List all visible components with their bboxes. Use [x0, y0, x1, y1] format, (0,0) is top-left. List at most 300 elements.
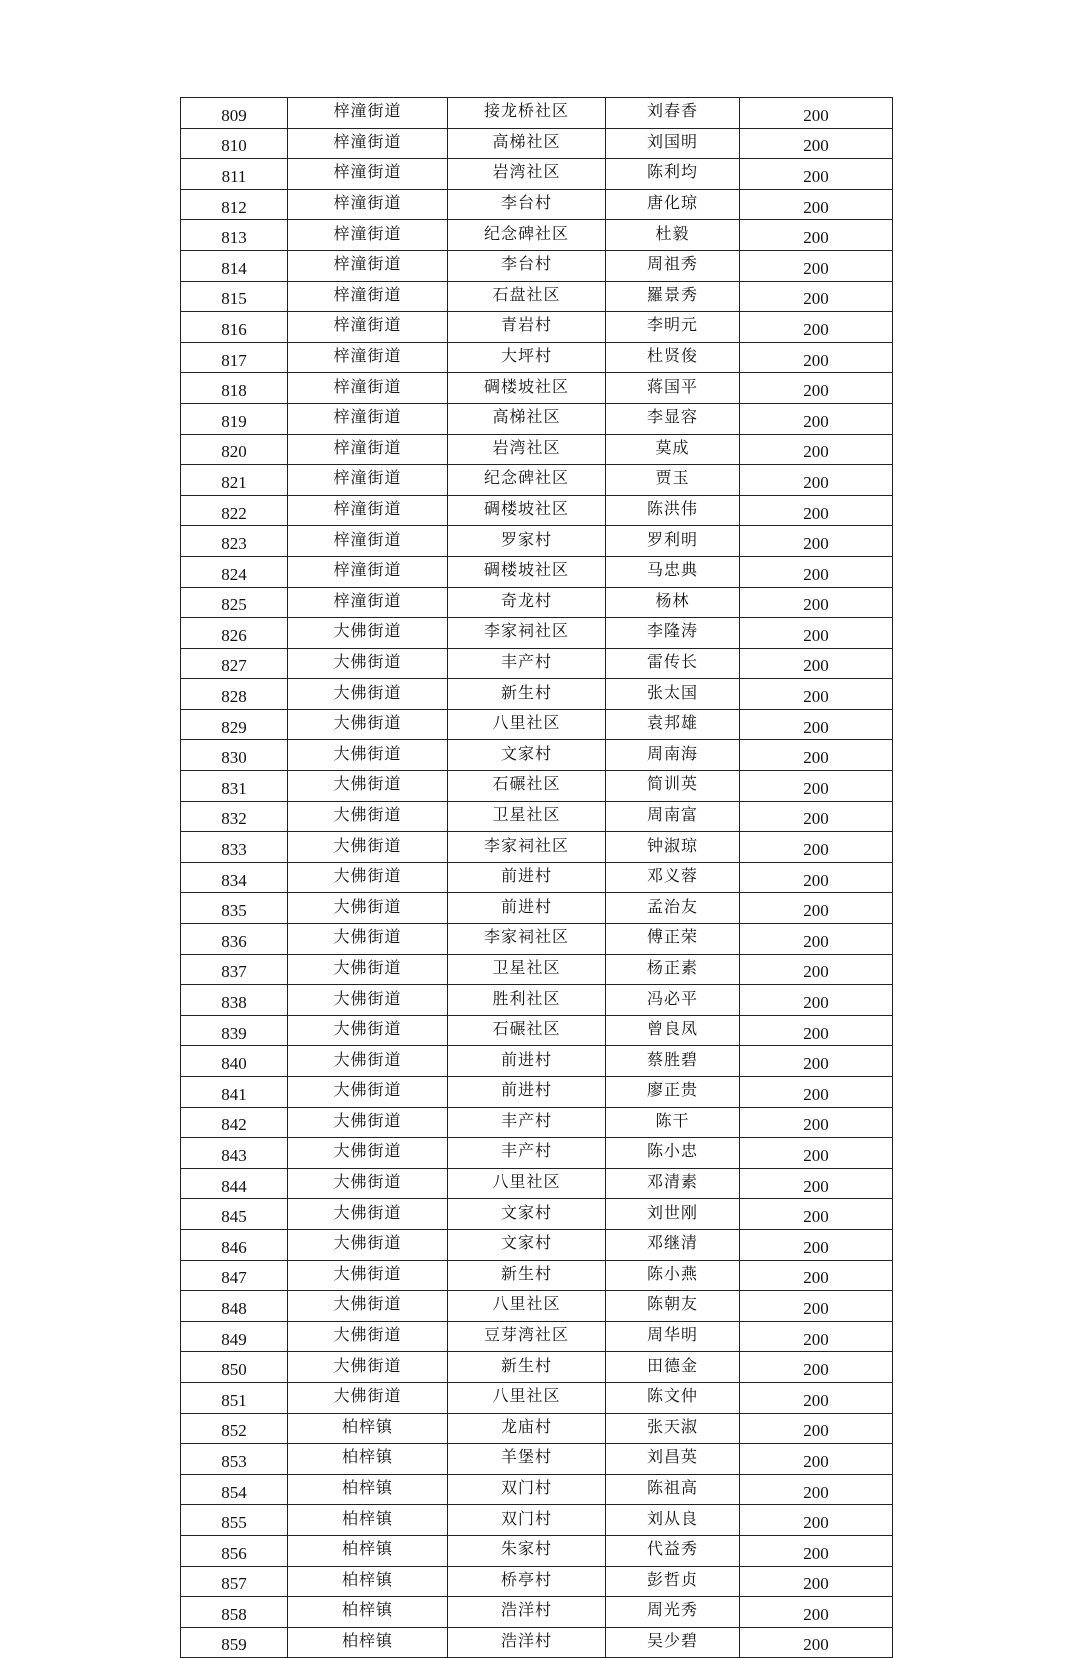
serial-number-cell: 855	[181, 1505, 288, 1536]
street-cell: 梓潼街道	[288, 403, 448, 434]
amount-cell: 200	[740, 1107, 893, 1138]
serial-number-cell: 811	[181, 159, 288, 190]
street-cell: 大佛街道	[288, 740, 448, 771]
street-cell: 梓潼街道	[288, 98, 448, 129]
street-cell: 大佛街道	[288, 1291, 448, 1322]
name-cell: 雷传长	[606, 648, 740, 679]
amount-cell: 200	[740, 1046, 893, 1077]
community-cell: 李家祠社区	[448, 618, 606, 649]
street-cell: 大佛街道	[288, 862, 448, 893]
name-cell: 代益秀	[606, 1535, 740, 1566]
community-cell: 岩湾社区	[448, 159, 606, 190]
serial-number-cell: 840	[181, 1046, 288, 1077]
table-row	[181, 587, 893, 618]
table-row	[181, 189, 893, 220]
name-cell: 陈洪伟	[606, 495, 740, 526]
community-cell: 浩洋村	[448, 1597, 606, 1628]
amount-cell: 200	[740, 1535, 893, 1566]
serial-number-cell: 831	[181, 771, 288, 802]
community-cell: 丰产村	[448, 648, 606, 679]
community-cell: 李家祠社区	[448, 832, 606, 863]
name-cell: 马忠典	[606, 556, 740, 587]
serial-number-cell: 852	[181, 1413, 288, 1444]
street-cell: 梓潼街道	[288, 526, 448, 557]
street-cell: 梓潼街道	[288, 342, 448, 373]
table-row	[181, 1352, 893, 1383]
street-cell: 梓潼街道	[288, 250, 448, 281]
name-cell: 唐化琼	[606, 189, 740, 220]
serial-number-cell: 825	[181, 587, 288, 618]
name-cell: 田德金	[606, 1352, 740, 1383]
table-row	[181, 1199, 893, 1230]
table-row	[181, 1535, 893, 1566]
table-row	[181, 771, 893, 802]
table-row	[181, 281, 893, 312]
street-cell: 梓潼街道	[288, 220, 448, 251]
amount-cell: 200	[740, 1291, 893, 1322]
serial-number-cell: 849	[181, 1321, 288, 1352]
street-cell: 大佛街道	[288, 709, 448, 740]
street-cell: 大佛街道	[288, 1321, 448, 1352]
community-cell: 双门村	[448, 1474, 606, 1505]
serial-number-cell: 822	[181, 495, 288, 526]
amount-cell: 200	[740, 893, 893, 924]
serial-number-cell: 841	[181, 1077, 288, 1108]
serial-number-cell: 832	[181, 801, 288, 832]
name-cell: 孟治友	[606, 893, 740, 924]
street-cell: 大佛街道	[288, 954, 448, 985]
name-cell: 彭哲贞	[606, 1566, 740, 1597]
amount-cell: 200	[740, 771, 893, 802]
community-cell: 碉楼坡社区	[448, 495, 606, 526]
name-cell: 刘从良	[606, 1505, 740, 1536]
community-cell: 前进村	[448, 1046, 606, 1077]
name-cell: 钟淑琼	[606, 832, 740, 863]
serial-number-cell: 830	[181, 740, 288, 771]
serial-number-cell: 815	[181, 281, 288, 312]
community-cell: 丰产村	[448, 1138, 606, 1169]
amount-cell: 200	[740, 1505, 893, 1536]
name-cell: 刘春香	[606, 98, 740, 129]
name-cell: 蒋国平	[606, 373, 740, 404]
amount-cell: 200	[740, 526, 893, 557]
serial-number-cell: 836	[181, 924, 288, 955]
table-row	[181, 312, 893, 343]
community-cell: 卫星社区	[448, 801, 606, 832]
amount-cell: 200	[740, 1597, 893, 1628]
amount-cell: 200	[740, 1015, 893, 1046]
street-cell: 大佛街道	[288, 1352, 448, 1383]
name-cell: 周南富	[606, 801, 740, 832]
amount-cell: 200	[740, 281, 893, 312]
name-cell: 陈朝友	[606, 1291, 740, 1322]
community-cell: 丰产村	[448, 1107, 606, 1138]
community-cell: 龙庙村	[448, 1413, 606, 1444]
community-cell: 前进村	[448, 893, 606, 924]
serial-number-cell: 858	[181, 1597, 288, 1628]
amount-cell: 200	[740, 434, 893, 465]
name-cell: 陈利均	[606, 159, 740, 190]
community-cell: 罗家村	[448, 526, 606, 557]
amount-cell: 200	[740, 801, 893, 832]
community-cell: 双门村	[448, 1505, 606, 1536]
community-cell: 碉楼坡社区	[448, 556, 606, 587]
community-cell: 新生村	[448, 1260, 606, 1291]
street-cell: 梓潼街道	[288, 312, 448, 343]
amount-cell: 200	[740, 403, 893, 434]
name-cell: 莫成	[606, 434, 740, 465]
table-row	[181, 556, 893, 587]
table-row	[181, 128, 893, 159]
roster-table	[180, 97, 893, 1658]
serial-number-cell: 845	[181, 1199, 288, 1230]
amount-cell: 200	[740, 1413, 893, 1444]
name-cell: 贾玉	[606, 465, 740, 496]
table-row	[181, 373, 893, 404]
street-cell: 大佛街道	[288, 924, 448, 955]
name-cell: 周华明	[606, 1321, 740, 1352]
amount-cell: 200	[740, 924, 893, 955]
table-row	[181, 924, 893, 955]
serial-number-cell: 819	[181, 403, 288, 434]
street-cell: 大佛街道	[288, 771, 448, 802]
amount-cell: 200	[740, 1627, 893, 1658]
table-row	[181, 1627, 893, 1658]
amount-cell: 200	[740, 862, 893, 893]
community-cell: 八里社区	[448, 1291, 606, 1322]
community-cell: 碉楼坡社区	[448, 373, 606, 404]
name-cell: 刘昌英	[606, 1444, 740, 1475]
amount-cell: 200	[740, 373, 893, 404]
community-cell: 李家祠社区	[448, 924, 606, 955]
street-cell: 柏梓镇	[288, 1627, 448, 1658]
serial-number-cell: 809	[181, 98, 288, 129]
name-cell: 陈文仲	[606, 1382, 740, 1413]
community-cell: 石盘社区	[448, 281, 606, 312]
amount-cell: 200	[740, 740, 893, 771]
serial-number-cell: 839	[181, 1015, 288, 1046]
serial-number-cell: 826	[181, 618, 288, 649]
serial-number-cell: 817	[181, 342, 288, 373]
serial-number-cell: 838	[181, 985, 288, 1016]
amount-cell: 200	[740, 587, 893, 618]
street-cell: 大佛街道	[288, 618, 448, 649]
community-cell: 纪念碑社区	[448, 220, 606, 251]
table-row	[181, 1382, 893, 1413]
street-cell: 大佛街道	[288, 801, 448, 832]
table-row	[181, 985, 893, 1016]
table-row	[181, 465, 893, 496]
amount-cell: 200	[740, 1352, 893, 1383]
table-row	[181, 893, 893, 924]
amount-cell: 200	[740, 159, 893, 190]
serial-number-cell: 816	[181, 312, 288, 343]
table-row	[181, 159, 893, 190]
name-cell: 陈祖高	[606, 1474, 740, 1505]
serial-number-cell: 834	[181, 862, 288, 893]
street-cell: 大佛街道	[288, 648, 448, 679]
street-cell: 梓潼街道	[288, 373, 448, 404]
community-cell: 八里社区	[448, 709, 606, 740]
street-cell: 梓潼街道	[288, 495, 448, 526]
name-cell: 张太国	[606, 679, 740, 710]
serial-number-cell: 850	[181, 1352, 288, 1383]
table-row	[181, 1015, 893, 1046]
serial-number-cell: 829	[181, 709, 288, 740]
table-row	[181, 862, 893, 893]
name-cell: 杜毅	[606, 220, 740, 251]
amount-cell: 200	[740, 1382, 893, 1413]
name-cell: 蔡胜碧	[606, 1046, 740, 1077]
community-cell: 李台村	[448, 189, 606, 220]
community-cell: 文家村	[448, 740, 606, 771]
community-cell: 羊堡村	[448, 1444, 606, 1475]
name-cell: 陈干	[606, 1107, 740, 1138]
serial-number-cell: 856	[181, 1535, 288, 1566]
table-row	[181, 648, 893, 679]
street-cell: 梓潼街道	[288, 281, 448, 312]
street-cell: 梓潼街道	[288, 434, 448, 465]
table-row	[181, 526, 893, 557]
street-cell: 大佛街道	[288, 679, 448, 710]
amount-cell: 200	[740, 1444, 893, 1475]
serial-number-cell: 827	[181, 648, 288, 679]
community-cell: 胜利社区	[448, 985, 606, 1016]
table-row	[181, 220, 893, 251]
street-cell: 大佛街道	[288, 985, 448, 1016]
roster-table-body	[181, 98, 893, 1658]
amount-cell: 200	[740, 98, 893, 129]
amount-cell: 200	[740, 312, 893, 343]
table-row	[181, 954, 893, 985]
street-cell: 梓潼街道	[288, 587, 448, 618]
street-cell: 梓潼街道	[288, 465, 448, 496]
table-row	[181, 1168, 893, 1199]
name-cell: 陈小忠	[606, 1138, 740, 1169]
serial-number-cell: 847	[181, 1260, 288, 1291]
name-cell: 杨林	[606, 587, 740, 618]
name-cell: 张天淑	[606, 1413, 740, 1444]
table-row	[181, 1566, 893, 1597]
street-cell: 大佛街道	[288, 832, 448, 863]
table-row	[181, 1444, 893, 1475]
community-cell: 青岩村	[448, 312, 606, 343]
amount-cell: 200	[740, 679, 893, 710]
community-cell: 浩洋村	[448, 1627, 606, 1658]
street-cell: 大佛街道	[288, 1138, 448, 1169]
street-cell: 大佛街道	[288, 1046, 448, 1077]
community-cell: 朱家村	[448, 1535, 606, 1566]
name-cell: 廖正贵	[606, 1077, 740, 1108]
street-cell: 柏梓镇	[288, 1535, 448, 1566]
name-cell: 李显容	[606, 403, 740, 434]
street-cell: 大佛街道	[288, 1015, 448, 1046]
name-cell: 简训英	[606, 771, 740, 802]
name-cell: 周祖秀	[606, 250, 740, 281]
name-cell: 周南海	[606, 740, 740, 771]
amount-cell: 200	[740, 709, 893, 740]
community-cell: 岩湾社区	[448, 434, 606, 465]
street-cell: 柏梓镇	[288, 1444, 448, 1475]
serial-number-cell: 821	[181, 465, 288, 496]
name-cell: 刘世刚	[606, 1199, 740, 1230]
amount-cell: 200	[740, 189, 893, 220]
table-row	[181, 1505, 893, 1536]
community-cell: 豆芽湾社区	[448, 1321, 606, 1352]
community-cell: 石碾社区	[448, 771, 606, 802]
serial-number-cell: 833	[181, 832, 288, 863]
name-cell: 刘国明	[606, 128, 740, 159]
serial-number-cell: 837	[181, 954, 288, 985]
street-cell: 大佛街道	[288, 1077, 448, 1108]
name-cell: 邓清素	[606, 1168, 740, 1199]
amount-cell: 200	[740, 128, 893, 159]
street-cell: 梓潼街道	[288, 556, 448, 587]
amount-cell: 200	[740, 1199, 893, 1230]
community-cell: 文家村	[448, 1199, 606, 1230]
table-row	[181, 342, 893, 373]
serial-number-cell: 828	[181, 679, 288, 710]
amount-cell: 200	[740, 648, 893, 679]
table-row	[181, 1321, 893, 1352]
community-cell: 接龙桥社区	[448, 98, 606, 129]
amount-cell: 200	[740, 250, 893, 281]
serial-number-cell: 857	[181, 1566, 288, 1597]
street-cell: 柏梓镇	[288, 1597, 448, 1628]
community-cell: 桥亭村	[448, 1566, 606, 1597]
serial-number-cell: 851	[181, 1382, 288, 1413]
serial-number-cell: 844	[181, 1168, 288, 1199]
community-cell: 高梯社区	[448, 403, 606, 434]
table-row	[181, 1474, 893, 1505]
community-cell: 石碾社区	[448, 1015, 606, 1046]
serial-number-cell: 853	[181, 1444, 288, 1475]
table-row	[181, 98, 893, 129]
table-row	[181, 1260, 893, 1291]
serial-number-cell: 823	[181, 526, 288, 557]
serial-number-cell: 846	[181, 1229, 288, 1260]
serial-number-cell: 848	[181, 1291, 288, 1322]
community-cell: 纪念碑社区	[448, 465, 606, 496]
street-cell: 柏梓镇	[288, 1413, 448, 1444]
table-row	[181, 801, 893, 832]
street-cell: 大佛街道	[288, 893, 448, 924]
table-row	[181, 1107, 893, 1138]
serial-number-cell: 810	[181, 128, 288, 159]
name-cell: 杨正素	[606, 954, 740, 985]
amount-cell: 200	[740, 465, 893, 496]
community-cell: 前进村	[448, 1077, 606, 1108]
name-cell: 李隆涛	[606, 618, 740, 649]
table-row	[181, 1046, 893, 1077]
name-cell: 罗利明	[606, 526, 740, 557]
street-cell: 大佛街道	[288, 1260, 448, 1291]
amount-cell: 200	[740, 1138, 893, 1169]
table-row	[181, 1291, 893, 1322]
community-cell: 文家村	[448, 1229, 606, 1260]
table-row	[181, 1229, 893, 1260]
serial-number-cell: 859	[181, 1627, 288, 1658]
street-cell: 柏梓镇	[288, 1566, 448, 1597]
street-cell: 梓潼街道	[288, 159, 448, 190]
serial-number-cell: 842	[181, 1107, 288, 1138]
street-cell: 大佛街道	[288, 1199, 448, 1230]
table-row	[181, 1597, 893, 1628]
amount-cell: 200	[740, 618, 893, 649]
serial-number-cell: 854	[181, 1474, 288, 1505]
amount-cell: 200	[740, 954, 893, 985]
amount-cell: 200	[740, 985, 893, 1016]
serial-number-cell: 814	[181, 250, 288, 281]
street-cell: 大佛街道	[288, 1229, 448, 1260]
serial-number-cell: 843	[181, 1138, 288, 1169]
community-cell: 前进村	[448, 862, 606, 893]
community-cell: 新生村	[448, 679, 606, 710]
amount-cell: 200	[740, 1260, 893, 1291]
street-cell: 梓潼街道	[288, 128, 448, 159]
serial-number-cell: 835	[181, 893, 288, 924]
table-row	[181, 832, 893, 863]
name-cell: 冯必平	[606, 985, 740, 1016]
street-cell: 大佛街道	[288, 1168, 448, 1199]
name-cell: 吴少碧	[606, 1627, 740, 1658]
serial-number-cell: 813	[181, 220, 288, 251]
name-cell: 邓义蓉	[606, 862, 740, 893]
name-cell: 袁邦雄	[606, 709, 740, 740]
street-cell: 柏梓镇	[288, 1505, 448, 1536]
table-row	[181, 740, 893, 771]
amount-cell: 200	[740, 556, 893, 587]
table-row	[181, 434, 893, 465]
amount-cell: 200	[740, 1321, 893, 1352]
community-cell: 八里社区	[448, 1168, 606, 1199]
serial-number-cell: 820	[181, 434, 288, 465]
table-row	[181, 1138, 893, 1169]
amount-cell: 200	[740, 495, 893, 526]
community-cell: 卫星社区	[448, 954, 606, 985]
table-row	[181, 709, 893, 740]
community-cell: 奇龙村	[448, 587, 606, 618]
community-cell: 八里社区	[448, 1382, 606, 1413]
name-cell: 陈小燕	[606, 1260, 740, 1291]
amount-cell: 200	[740, 1077, 893, 1108]
name-cell: 周光秀	[606, 1597, 740, 1628]
community-cell: 李台村	[448, 250, 606, 281]
street-cell: 梓潼街道	[288, 189, 448, 220]
table-row	[181, 403, 893, 434]
community-cell: 大坪村	[448, 342, 606, 373]
amount-cell: 200	[740, 220, 893, 251]
name-cell: 羅景秀	[606, 281, 740, 312]
serial-number-cell: 824	[181, 556, 288, 587]
amount-cell: 200	[740, 342, 893, 373]
table-row	[181, 250, 893, 281]
serial-number-cell: 812	[181, 189, 288, 220]
street-cell: 柏梓镇	[288, 1474, 448, 1505]
serial-number-cell: 818	[181, 373, 288, 404]
amount-cell: 200	[740, 1229, 893, 1260]
name-cell: 邓继清	[606, 1229, 740, 1260]
street-cell: 大佛街道	[288, 1382, 448, 1413]
table-row	[181, 495, 893, 526]
amount-cell: 200	[740, 1474, 893, 1505]
table-row	[181, 1413, 893, 1444]
street-cell: 大佛街道	[288, 1107, 448, 1138]
table-row	[181, 679, 893, 710]
name-cell: 傅正荣	[606, 924, 740, 955]
name-cell: 杜贤俊	[606, 342, 740, 373]
amount-cell: 200	[740, 1168, 893, 1199]
